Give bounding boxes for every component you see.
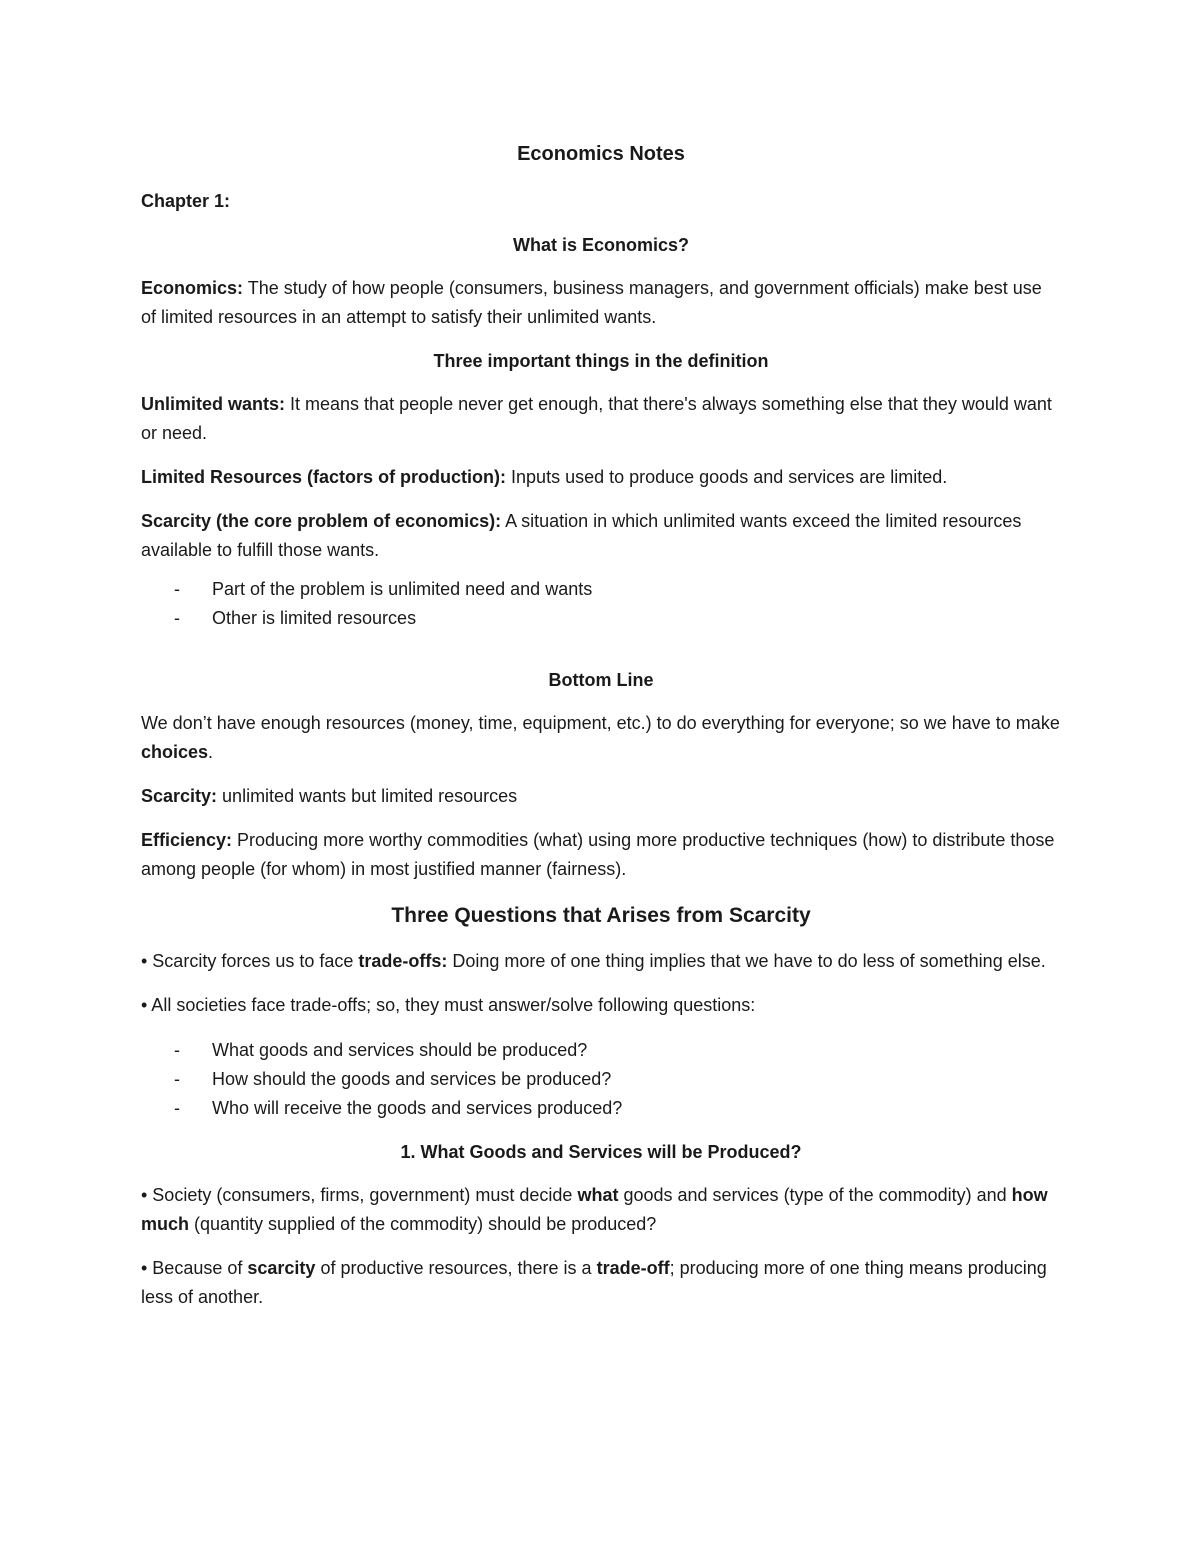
unlimited-wants-definition	[141, 390, 1061, 448]
bottom-line-heading: Bottom Line	[548, 670, 654, 690]
bullet-text: Doing more of one thing implies that we have to do less of something else.	[447, 951, 1046, 971]
q1-heading: 1. What Goods and Services will be Produced?	[400, 1142, 802, 1162]
definition-text: Producing more worthy commodities (what) using more productive techniques (how) to distribute those among people (for whom) in most justified manner (fairness).	[141, 830, 1055, 879]
list-item	[141, 1036, 1061, 1065]
bullet-text: of productive resources, there is a	[315, 1258, 597, 1278]
definition-term: Scarcity (the core problem of economics):	[141, 511, 502, 531]
bullet-text: goods and services (type of the commodity) and	[618, 1185, 1012, 1205]
limited-resources-definition	[141, 463, 1061, 492]
list-item-text: Part of the problem is unlimited need and wants	[212, 579, 593, 599]
paragraph-text: We don’t have enough resources (money, time, equipment, etc.) to do everything for everyone; so we have to make	[141, 713, 1060, 733]
dash-marker: -	[174, 608, 180, 628]
paragraph-text: .	[208, 742, 214, 762]
efficiency-definition	[141, 826, 1061, 884]
list-item	[141, 575, 1061, 604]
bullet-text: (quantity supplied of the commodity) should be produced?	[189, 1214, 657, 1234]
tradeoff-bullet	[141, 947, 1061, 976]
scarcity-core-definition	[141, 507, 1061, 565]
list-item-text: How should the goods and services be produced?	[212, 1069, 612, 1089]
bullet-lead: • Scarcity forces us to face	[141, 951, 359, 971]
definition-term: Economics:	[141, 278, 244, 298]
emphasis-text: scarcity	[247, 1258, 316, 1278]
economics-definition	[141, 274, 1061, 332]
list-item-text: Who will receive the goods and services produced?	[212, 1098, 623, 1118]
definition-text: Inputs used to produce goods and services are limited.	[506, 467, 948, 487]
scarcity-short-definition	[141, 782, 1061, 811]
list-item	[141, 1094, 1061, 1123]
dash-marker: -	[174, 1098, 180, 1118]
definition-term: Scarcity:	[141, 786, 218, 806]
emphasis-text: trade-offs:	[358, 951, 448, 971]
questions-list	[141, 1036, 1061, 1123]
bullet-text: ; producing more of one thing means producing less of another.	[141, 1258, 1047, 1307]
list-item	[141, 604, 1061, 633]
blank-line	[141, 648, 1061, 666]
definition-text: unlimited wants but limited resources	[217, 786, 518, 806]
scarcity-points-list	[141, 575, 1061, 633]
emphasis-text: choices	[141, 742, 209, 762]
emphasis-text: how much	[141, 1185, 1048, 1234]
bottom-line-paragraph	[141, 709, 1061, 767]
three-things-heading: Three important things in the definition	[433, 351, 769, 371]
list-item-text: What goods and services should be produced?	[212, 1040, 588, 1060]
three-questions-heading: Three Questions that Arises from Scarcity	[391, 904, 811, 927]
chapter-label: Chapter 1:	[141, 191, 231, 211]
document-title: Economics Notes	[517, 143, 685, 165]
societies-bullet: • All societies face trade-offs; so, they must answer/solve following questions:	[141, 995, 756, 1015]
document-page	[141, 140, 1061, 1327]
what-is-economics-heading: What is Economics?	[512, 235, 690, 255]
definition-text: It means that people never get enough, that there's always something else that they would want or need.	[141, 394, 1052, 443]
emphasis-text: trade-off	[596, 1258, 670, 1278]
list-item	[141, 1065, 1061, 1094]
definition-term: Efficiency:	[141, 830, 233, 850]
emphasis-text: what	[577, 1185, 619, 1205]
definition-term: Limited Resources (factors of production):	[141, 467, 507, 487]
definition-text: The study of how people (consumers, business managers, and government officials) make best use of limited resources in an attempt to satisfy their unlimited wants.	[141, 278, 1042, 327]
dash-marker: -	[174, 1040, 180, 1060]
definition-text: A situation in which unlimited wants exceed the limited resources available to fulfill those wants.	[141, 511, 1022, 560]
because-bullet	[141, 1254, 1061, 1312]
list-item-text: Other is limited resources	[212, 608, 417, 628]
society-bullet	[141, 1181, 1061, 1239]
bullet-text: • Society (consumers, firms, government) must decide	[141, 1185, 578, 1205]
definition-term: Unlimited wants:	[141, 394, 286, 414]
bullet-text: • Because of	[141, 1258, 248, 1278]
dash-marker: -	[174, 1069, 180, 1089]
dash-marker: -	[174, 579, 180, 599]
